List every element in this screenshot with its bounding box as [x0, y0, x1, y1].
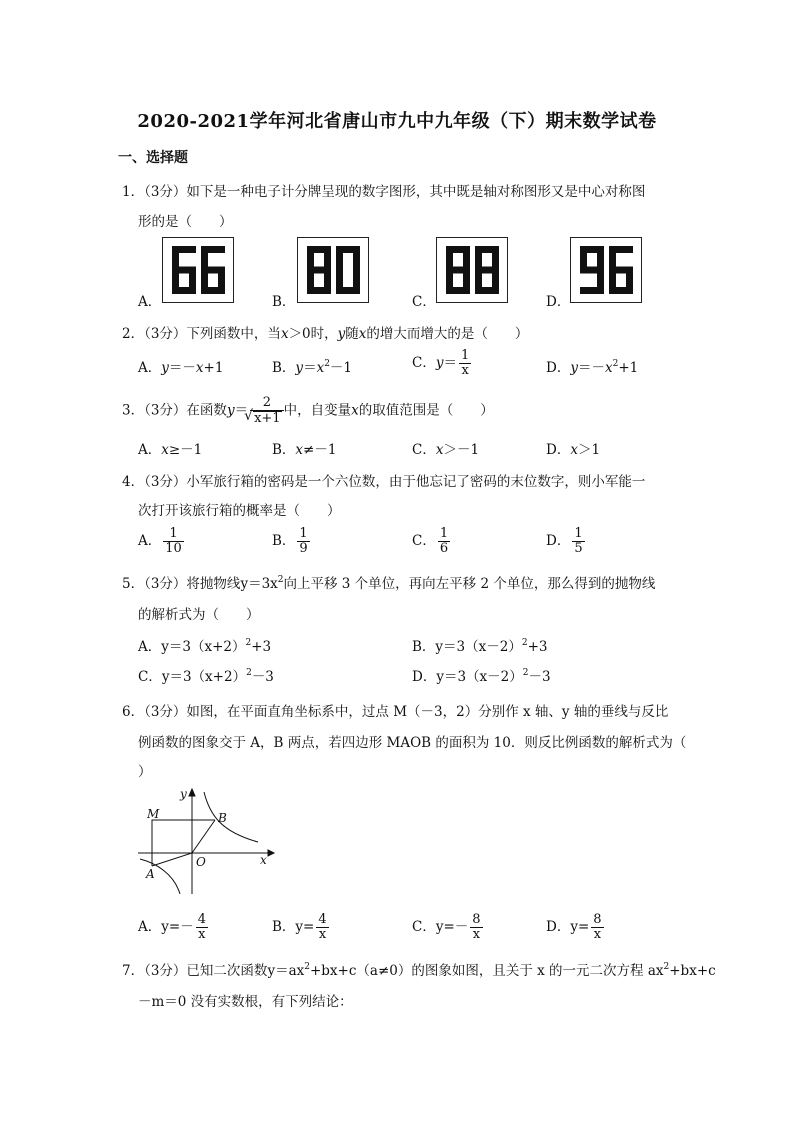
digit-segment	[307, 267, 331, 274]
question-number: 2．	[122, 326, 145, 342]
label-A: A	[146, 867, 155, 881]
question-number: 7．	[122, 963, 145, 979]
q2-option-a	[138, 356, 223, 376]
label-M: M	[147, 807, 160, 821]
q2-option-b	[272, 356, 352, 376]
label: D．	[546, 360, 571, 376]
denominator: 9	[299, 541, 308, 556]
q1-option-b-figure	[297, 237, 369, 303]
denominator: 10	[165, 541, 182, 556]
question-6-line-1	[122, 700, 668, 720]
question-number: 3．	[122, 402, 145, 419]
radicand: √ x+1	[253, 411, 282, 426]
var: y	[161, 360, 169, 376]
label-x: x	[260, 853, 267, 867]
label: D．	[546, 919, 571, 935]
q1-option-b-label: B．	[272, 294, 296, 310]
label: C．	[412, 919, 436, 935]
label: C．	[412, 355, 436, 371]
q1-option-d-label: D．	[546, 294, 571, 310]
denominator: x	[318, 927, 327, 942]
text: （3分）已知二次函数	[144, 963, 268, 979]
text: y=－	[435, 919, 469, 935]
digit-figure-66	[167, 243, 229, 299]
exponent: 2	[612, 358, 619, 369]
text: 中，自变量	[283, 402, 352, 419]
var: x	[195, 360, 204, 376]
label: B．	[272, 919, 296, 935]
q4-option-d	[546, 527, 585, 556]
text: +3	[527, 639, 548, 655]
numerator: 2	[250, 396, 284, 411]
var: y	[226, 402, 235, 419]
question-number: 5．	[122, 576, 145, 592]
numerator: 4	[318, 912, 327, 927]
numerator: 1	[439, 526, 449, 541]
text: y＝3（x－2）	[436, 669, 523, 685]
q3-option-a	[138, 438, 202, 458]
digit-figure-96	[575, 243, 637, 299]
q4-option-c	[412, 527, 450, 556]
var: y	[570, 360, 578, 376]
denominator: x	[461, 363, 469, 378]
var: x	[316, 360, 325, 376]
q1-option-c-label: C．	[412, 294, 436, 310]
var: x	[435, 442, 444, 458]
q4-option-a	[138, 527, 184, 556]
digit-segment	[580, 267, 604, 274]
text: +3	[251, 639, 272, 655]
question-number: 1．	[122, 184, 145, 200]
digit-segment	[626, 270, 633, 294]
exponent: 2	[324, 358, 330, 369]
denominator: 6	[439, 541, 449, 556]
digit-segment	[580, 287, 604, 294]
digit-segment	[201, 246, 208, 270]
text: 向上平移 3 个单位，再向左平移 2 个单位，那么得到的抛物线	[283, 576, 656, 592]
fraction	[470, 913, 482, 942]
text: ≠－1	[303, 442, 337, 458]
fraction	[438, 527, 450, 556]
text: （3分）将抛物线	[144, 576, 241, 592]
exponent: 2	[521, 637, 528, 648]
label-B: B	[218, 811, 227, 825]
exponent: 2	[277, 574, 284, 585]
text: ＞－1	[443, 442, 480, 458]
exponent: 2	[663, 961, 670, 972]
q5-option-c	[138, 665, 274, 685]
digit-segment	[172, 246, 179, 270]
denominator	[250, 411, 284, 426]
digit-segment	[597, 246, 604, 270]
var: y	[337, 326, 346, 342]
numerator: 8	[593, 912, 602, 927]
numerator: 1	[163, 527, 184, 542]
digit-segment	[189, 270, 196, 294]
label: B．	[272, 533, 296, 549]
denominator: x	[198, 927, 206, 942]
text: －3	[528, 669, 551, 685]
var: x	[161, 442, 169, 458]
question-3	[122, 396, 494, 426]
exponent: 2	[522, 667, 529, 678]
var: x	[280, 326, 289, 342]
text: ＝	[443, 355, 457, 371]
text: 的取值范围是（ ）	[358, 402, 494, 419]
text: y＝3（x－2）	[435, 639, 522, 655]
question-1-line-2: 形的是（ ）	[138, 214, 233, 230]
label: B．	[272, 442, 296, 458]
question-6-line-2: 例函数的图象交于 A，B 两点，若四边形 MAOB 的面积为 10．则反比例函数的解析式为（	[138, 735, 687, 751]
fraction	[196, 913, 208, 942]
label: D．	[412, 669, 437, 685]
text: y=	[570, 919, 590, 935]
numerator: 1	[460, 348, 470, 363]
digit-segment	[307, 270, 314, 294]
denominator: x	[472, 927, 481, 942]
coordinate-figure	[134, 786, 276, 896]
question-4-line-2: 次打开该旅行箱的概率是（ ）	[138, 503, 341, 519]
equation: y＝3x	[240, 576, 278, 592]
text: +1	[618, 360, 639, 376]
text: +1	[203, 360, 224, 376]
q1-option-c-figure	[436, 237, 508, 303]
var: y	[435, 355, 444, 371]
digit-segment	[609, 246, 616, 270]
digit-segment	[353, 246, 360, 270]
q4-option-b	[272, 527, 310, 556]
q1-option-a-label: A．	[138, 294, 162, 310]
digit-segment	[307, 246, 314, 270]
q2-option-d	[546, 356, 638, 376]
label: A．	[138, 442, 162, 458]
text: －3	[251, 669, 274, 685]
fraction	[459, 349, 471, 378]
text: （3分）在函数	[144, 402, 227, 419]
text: ＝	[303, 360, 317, 376]
q5-option-b	[412, 635, 547, 655]
text: y＝3（x+2）	[161, 669, 247, 685]
question-number: 4．	[122, 474, 145, 490]
fraction	[297, 527, 309, 556]
q6-option-b	[272, 913, 329, 942]
var: x	[358, 326, 367, 342]
text: y＝3（x+2）	[161, 639, 246, 655]
digit-segment	[324, 246, 331, 270]
exponent: 2	[304, 961, 310, 972]
hyperbola-branch-1	[204, 792, 258, 842]
q1-option-a-figure	[162, 237, 234, 303]
question-number: 6．	[122, 704, 145, 720]
q3-option-b	[272, 438, 336, 458]
label: A．	[138, 533, 162, 549]
label: B．	[412, 639, 436, 655]
x-axis-arrow	[268, 850, 274, 856]
equation: y＝ax	[267, 963, 305, 979]
numerator: 8	[472, 912, 481, 927]
q2-option-c	[412, 349, 471, 378]
digit-figure-88	[441, 243, 503, 299]
text: 随	[345, 326, 359, 342]
denominator: x	[593, 927, 602, 942]
y-axis-arrow	[189, 789, 195, 796]
page-title: 2020-2021学年河北省唐山市九中九年级（下）期末数学试卷	[137, 111, 657, 132]
question-1-line-1	[122, 180, 645, 200]
q5-option-d	[412, 665, 551, 685]
numerator: 1	[574, 526, 583, 541]
question-text: （3分）如图，在平面直角坐标系中，过点 M（－3，2）分别作 x 轴、y 轴的垂线与反比	[144, 704, 669, 720]
label: D．	[546, 442, 571, 458]
text: y=－	[161, 919, 194, 935]
fraction	[163, 527, 184, 556]
exponent: 2	[245, 637, 252, 648]
label: A．	[138, 919, 162, 935]
label-O: O	[196, 855, 206, 869]
text: －1	[329, 360, 353, 376]
text: y=	[295, 919, 315, 935]
digit-segment	[475, 270, 482, 294]
q5-option-a	[138, 635, 271, 655]
digit-segment	[463, 246, 470, 270]
question-text: （3分）小军旅行箱的密码是一个六位数，由于他忘记了密码的末位数字，则小军能一	[144, 474, 646, 490]
question-6-line-3: ）	[138, 764, 152, 780]
label: A．	[138, 360, 162, 376]
fraction	[316, 913, 328, 942]
text: +bx+c	[669, 963, 716, 979]
text: ＞0时，	[288, 326, 338, 342]
text: ＝－	[577, 360, 605, 376]
text: （3分）下列函数中，当	[144, 326, 281, 342]
text: ＞1	[577, 442, 601, 458]
text: ＝－	[168, 360, 196, 376]
text: 的增大而增大的是（ ）	[366, 326, 529, 342]
fraction	[250, 396, 284, 426]
question-text: （3分）如下是一种电子计分牌呈现的数字图形，其中既是轴对称图形又是中心对称图	[144, 184, 646, 200]
fraction	[591, 913, 603, 942]
digit-segment	[446, 270, 453, 294]
var: x	[604, 360, 613, 376]
digit-segment	[475, 246, 482, 270]
q6-option-d	[546, 913, 604, 942]
digit-segment	[336, 270, 343, 294]
label: C．	[138, 669, 162, 685]
q6-option-a	[138, 913, 208, 942]
digit-segment	[446, 246, 453, 270]
text: ＝	[234, 402, 249, 419]
q3-option-c	[412, 438, 479, 458]
question-7-line-2: －m＝0 没有实数根，有下列结论：	[138, 994, 353, 1010]
numerator: 4	[197, 912, 206, 927]
text: +bx+c（a≠0）的图象如图，且关于 x 的一元二次方程 ax	[309, 963, 664, 979]
label: D．	[546, 533, 571, 549]
question-5-line-2: 的解析式为（ ）	[138, 607, 260, 623]
digit-segment	[446, 267, 470, 274]
q3-option-d	[546, 438, 600, 458]
digit-segment	[218, 270, 225, 294]
question-2	[122, 322, 528, 342]
numerator: 1	[299, 526, 308, 541]
var: y	[295, 360, 304, 376]
q1-option-d-figure	[570, 237, 642, 303]
var: x	[295, 442, 304, 458]
question-5-line-1	[122, 572, 655, 592]
digit-segment	[580, 246, 587, 270]
var: x	[570, 442, 578, 458]
digit-segment	[336, 246, 343, 270]
text: ≥－1	[168, 442, 203, 458]
exponent: 2	[246, 667, 252, 678]
label: C．	[412, 442, 436, 458]
q6-option-c	[412, 913, 483, 942]
denominator: 5	[574, 541, 583, 556]
section-heading: 一、选择题	[118, 150, 188, 166]
digit-segment	[475, 267, 499, 274]
digit-figure-80	[302, 243, 364, 299]
label: A．	[138, 639, 162, 655]
question-4-line-1	[122, 470, 645, 490]
label: B．	[272, 360, 296, 376]
var: x	[351, 402, 359, 419]
fraction	[572, 527, 584, 556]
question-7-line-1	[122, 959, 716, 979]
label: C．	[412, 533, 436, 549]
digit-segment	[492, 246, 499, 270]
label-y: y	[180, 787, 187, 801]
